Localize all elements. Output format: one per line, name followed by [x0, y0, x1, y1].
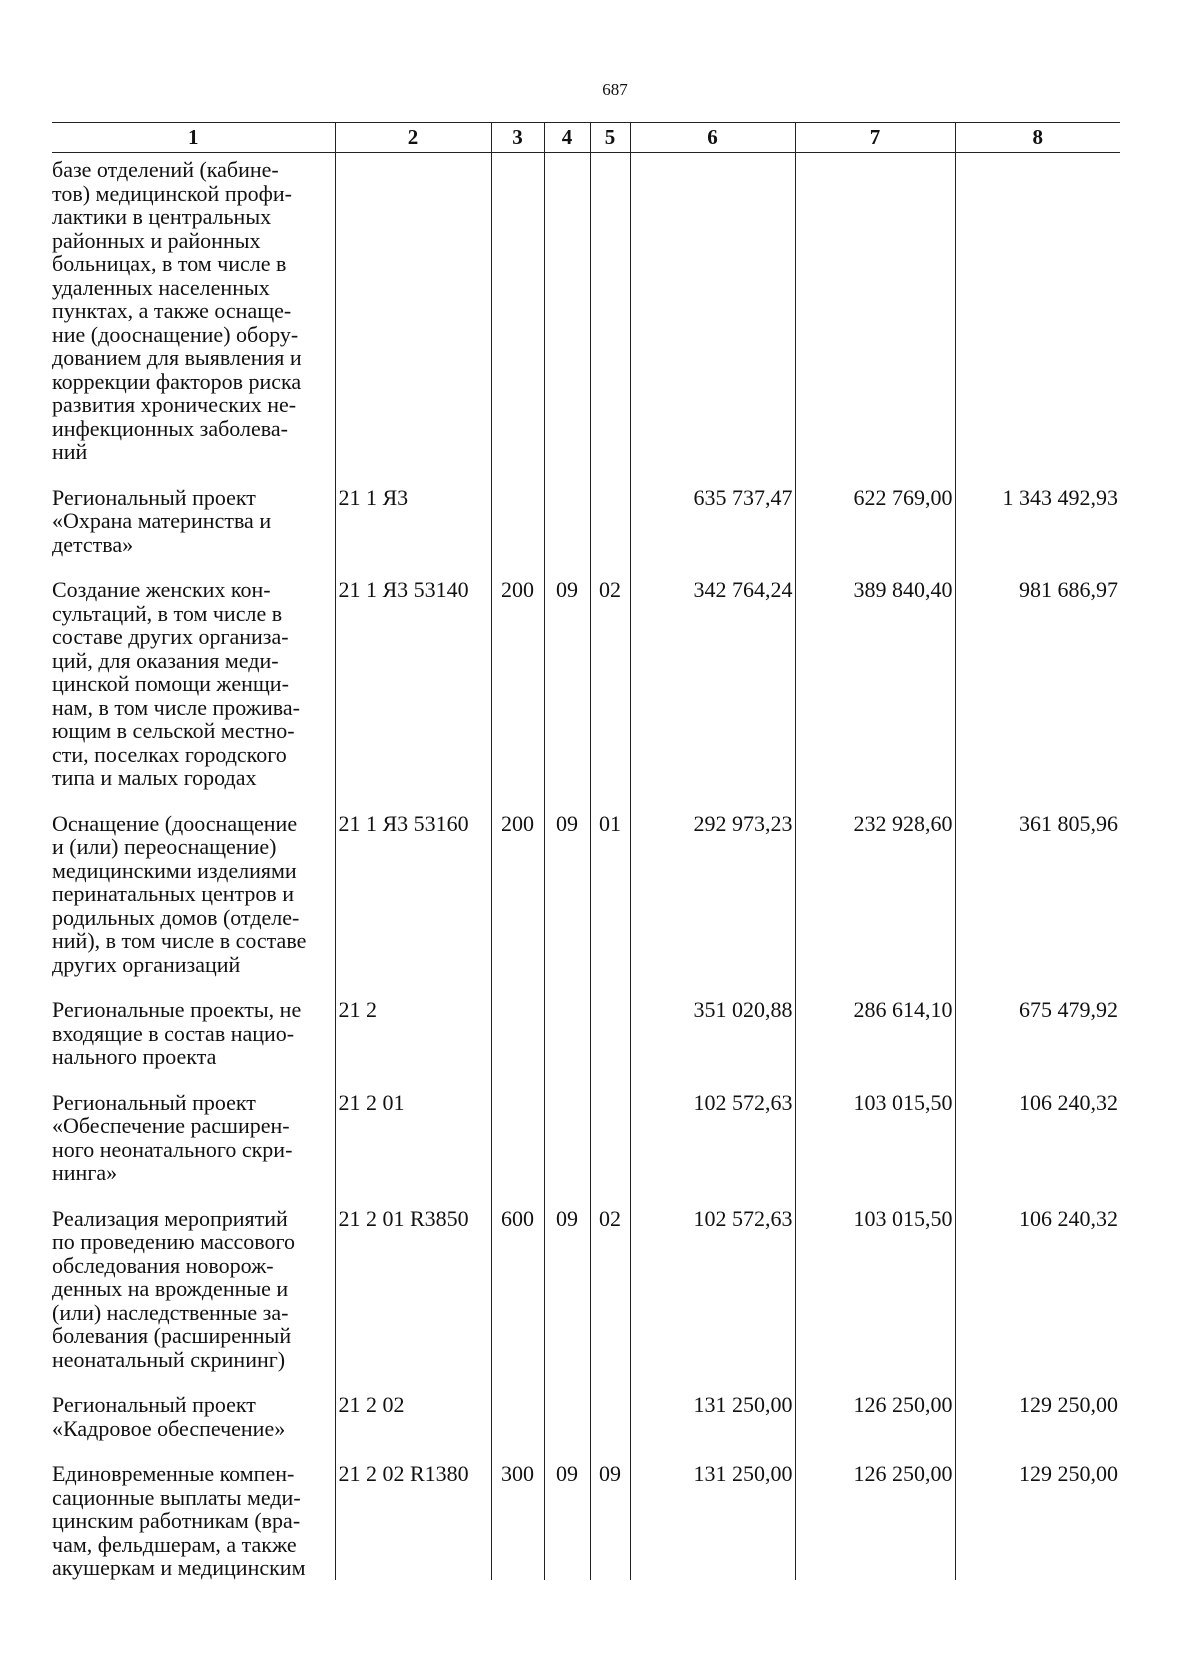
row-value-7: 232 928,60: [795, 812, 955, 999]
row-col-4: 09: [544, 578, 590, 812]
row-col-4: [544, 1091, 590, 1207]
row-value-7: 103 015,50: [795, 1207, 955, 1394]
row-value-6: 102 572,63: [630, 1207, 795, 1394]
row-value-6: 131 250,00: [630, 1393, 795, 1462]
row-col-5: 02: [590, 1207, 630, 1394]
row-col-4: 09: [544, 1207, 590, 1394]
row-col-3: [491, 998, 544, 1091]
row-value-8: 106 240,32: [955, 1207, 1120, 1394]
row-code: 21 2 02: [335, 1393, 491, 1462]
row-value-7: 622 769,00: [795, 486, 955, 579]
row-value-6: 292 973,23: [630, 812, 795, 999]
row-col-5: [590, 998, 630, 1091]
row-value-6: 342 764,24: [630, 578, 795, 812]
row-value-7: [795, 153, 955, 486]
table-row: [52, 812, 1120, 999]
row-name: Реализация мероприятий по проведению массового обследования новорож- денных на врожденные и (или) наследственные за- болевания (расширенный неонатальный скрининг): [52, 1205, 295, 1372]
row-col-5: [590, 153, 630, 486]
column-header-3: 3: [491, 123, 544, 153]
row-col-5: [590, 486, 630, 579]
row-col-5: [590, 1091, 630, 1207]
row-col-5: 02: [590, 578, 630, 812]
row-name: Региональный проект «Кадровое обеспечение»: [52, 1392, 286, 1441]
row-col-5: 09: [590, 1462, 630, 1580]
row-col-4: 09: [544, 1462, 590, 1580]
row-name: Единовременные компен- сационные выплаты меди- цинским работникам (вра- чам, фельдшерам, а также акушеркам и медицинским: [52, 1461, 306, 1580]
row-name: Оснащение (дооснащение и (или) переоснащение) медицинскими изделиями перинатальных центров и родильных домов (отделе- ний), в том числе в составе других организаций: [52, 810, 307, 977]
budget-table: [52, 122, 1120, 1580]
column-header-2: 2: [335, 123, 491, 153]
row-name: Региональный проект «Обеспечение расширен- ного неонатального скри- нинга»: [52, 1089, 293, 1185]
row-code: 21 1 Я3 53160: [335, 812, 491, 999]
column-header-4: 4: [544, 123, 590, 153]
column-header-5: 5: [590, 123, 630, 153]
row-name: базе отделений (кабине- тов) медицинской профи- лактики в центральных районных и районных больницах, в том числе в удаленных населенных пунктах, а также оснаще- ние (дооснащение) обору- дованием для выявления и коррекции факторов риска развития хронических не- инфекционных заболева- ний: [52, 157, 302, 464]
row-value-8: 129 250,00: [955, 1462, 1120, 1580]
table-row: [52, 1091, 1120, 1207]
row-value-6: 351 020,88: [630, 998, 795, 1091]
row-name: Региональный проект «Охрана материнства и детства»: [52, 484, 272, 557]
row-col-4: [544, 153, 590, 486]
row-col-3: [491, 1091, 544, 1207]
row-code: 21 1 Я3 53140: [335, 578, 491, 812]
column-header-1: 1: [52, 123, 335, 153]
row-value-8: 106 240,32: [955, 1091, 1120, 1207]
row-value-6: [630, 153, 795, 486]
row-value-8: [955, 153, 1120, 486]
row-value-8: 361 805,96: [955, 812, 1120, 999]
row-col-3: [491, 1393, 544, 1462]
row-col-4: 09: [544, 812, 590, 999]
row-col-3: 600: [491, 1207, 544, 1394]
row-col-5: [590, 1393, 630, 1462]
column-header-6: 6: [630, 123, 795, 153]
row-col-3: [491, 153, 544, 486]
row-value-8: 129 250,00: [955, 1393, 1120, 1462]
page-number: 687: [602, 80, 628, 99]
row-value-7: 389 840,40: [795, 578, 955, 812]
row-value-6: 102 572,63: [630, 1091, 795, 1207]
row-value-6: 131 250,00: [630, 1462, 795, 1580]
row-value-7: 126 250,00: [795, 1393, 955, 1462]
table-body: [52, 153, 1120, 1580]
row-col-4: [544, 486, 590, 579]
table-row: [52, 1462, 1120, 1580]
row-name: Создание женских кон- сультаций, в том числе в составе других организа- ций, для оказания меди- цинской помощи женщи- нам, в том числе прожива- ющим в сельской местно- сти, поселках городского типа и малых городах: [52, 577, 300, 790]
row-value-7: 126 250,00: [795, 1462, 955, 1580]
table-header-row: [52, 123, 1120, 153]
row-col-3: [491, 486, 544, 579]
table-row: [52, 998, 1120, 1091]
table-row: [52, 1393, 1120, 1462]
row-col-4: [544, 998, 590, 1091]
row-code: [335, 153, 491, 486]
table-row: [52, 1207, 1120, 1394]
row-col-4: [544, 1393, 590, 1462]
column-header-8: 8: [955, 123, 1120, 153]
row-code: 21 2 02 R1380: [335, 1462, 491, 1580]
row-code: 21 1 Я3: [335, 486, 491, 579]
row-name: Региональные проекты, не входящие в состав нацио- нального проекта: [52, 997, 302, 1069]
row-value-6: 635 737,47: [630, 486, 795, 579]
row-col-3: 200: [491, 812, 544, 999]
row-value-7: 103 015,50: [795, 1091, 955, 1207]
row-value-8: 1 343 492,93: [955, 486, 1120, 579]
row-col-5: 01: [590, 812, 630, 999]
row-value-8: 981 686,97: [955, 578, 1120, 812]
row-code: 21 2: [335, 998, 491, 1091]
table-row: [52, 578, 1120, 812]
column-header-7: 7: [795, 123, 955, 153]
row-col-3: 200: [491, 578, 544, 812]
row-code: 21 2 01: [335, 1091, 491, 1207]
table-row: [52, 486, 1120, 579]
row-code: 21 2 01 R3850: [335, 1207, 491, 1394]
row-col-3: 300: [491, 1462, 544, 1580]
table-row: [52, 153, 1120, 486]
row-value-8: 675 479,92: [955, 998, 1120, 1091]
row-value-7: 286 614,10: [795, 998, 955, 1091]
